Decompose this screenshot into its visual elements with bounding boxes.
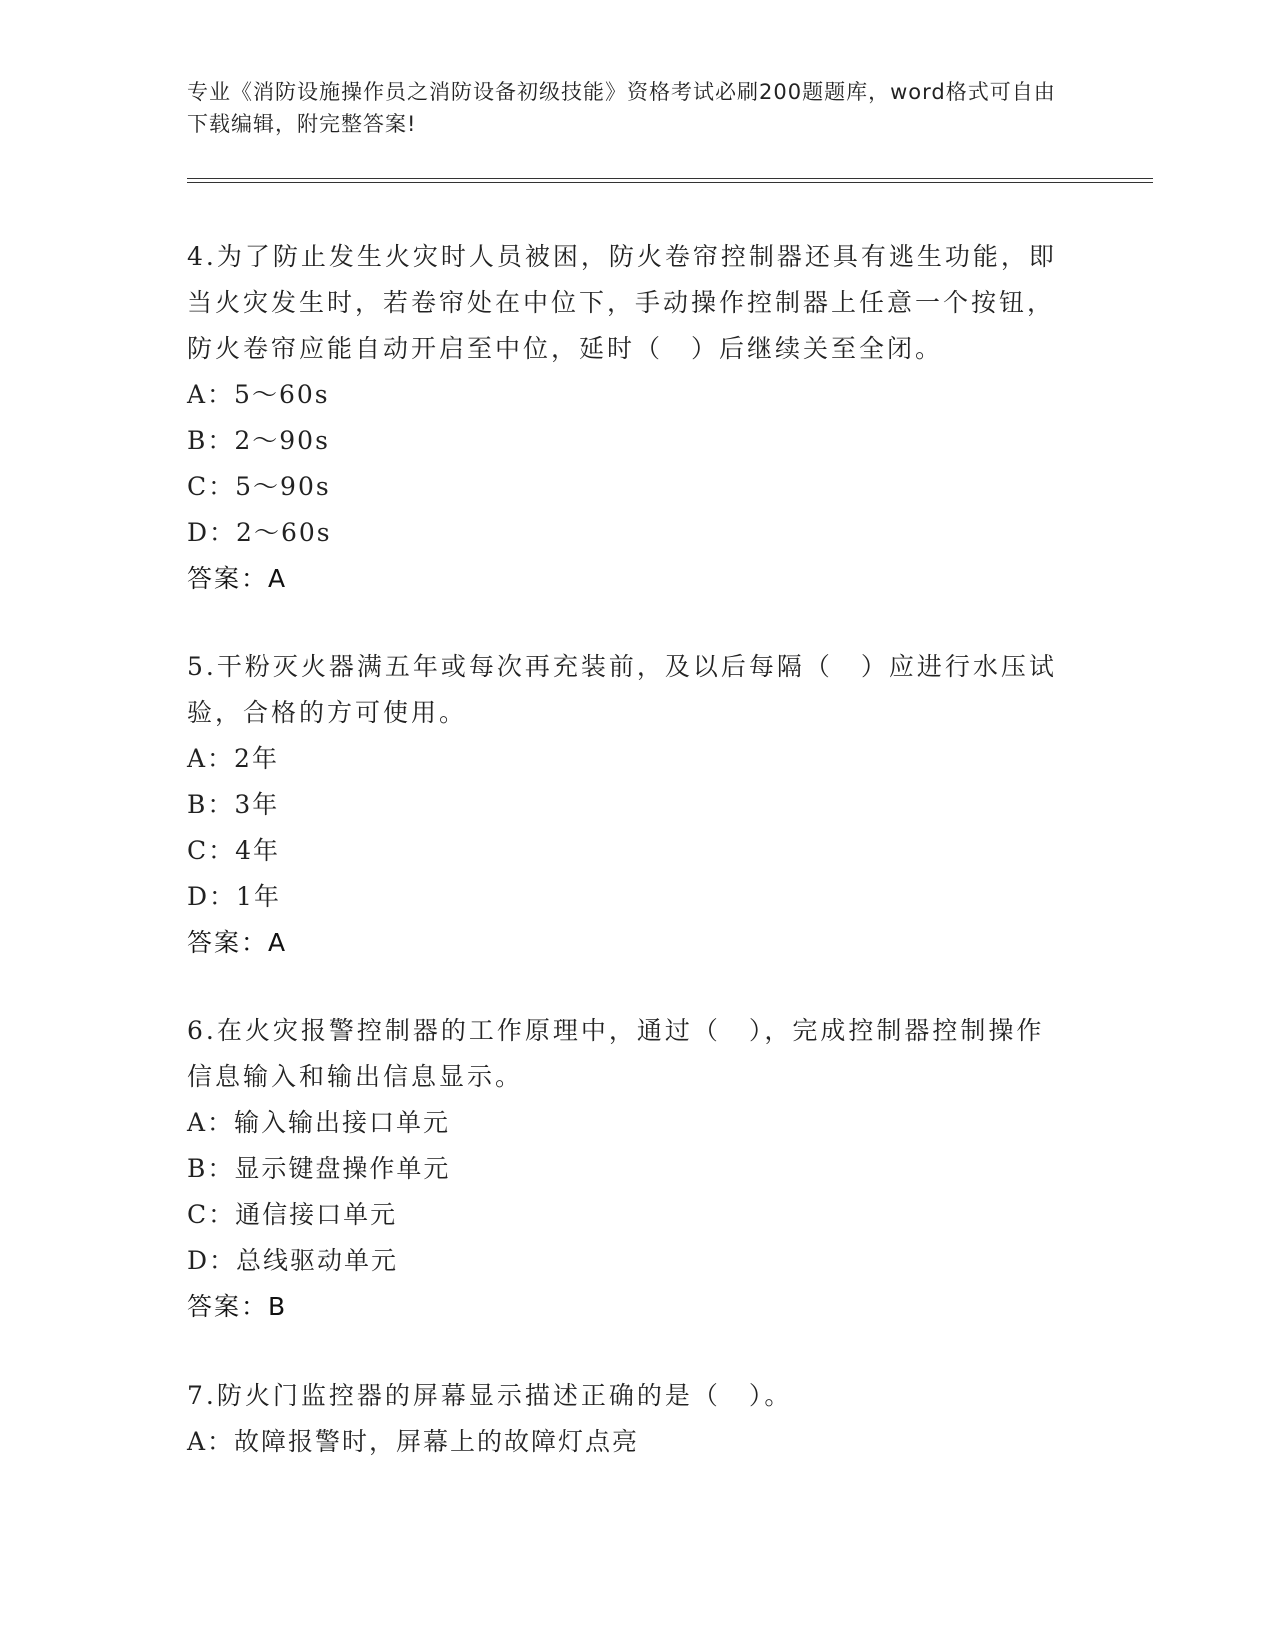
question-5 xyxy=(187,644,1067,966)
option-d: D：总线驱动单元 xyxy=(187,1246,399,1275)
question-6 xyxy=(187,1008,1067,1330)
option-d: D：2～60s xyxy=(187,518,332,547)
option-a: A：故障报警时，屏幕上的故障灯点亮 xyxy=(187,1427,640,1456)
question-4 xyxy=(187,234,1067,602)
header-note: 专业《消防设施操作员之消防设备初级技能》资格考试必刷200题题库，word格式可自由下载编辑，附完整答案! xyxy=(187,80,1056,136)
answer: 答案：A xyxy=(187,928,288,957)
option-b: B：2～90s xyxy=(187,426,330,455)
option-c: C：5～90s xyxy=(187,472,331,501)
question-stem: 4.为了防止发生火灾时人员被困，防火卷帘控制器还具有逃生功能，即当火灾发生时，若卷帘处在中位下，手动操作控制器上任意一个按钮，防火卷帘应能自动开启至中位，延时（ ）后继续关至全闭。 xyxy=(187,242,1057,363)
question-stem: 5.干粉灭火器满五年或每次再充装前，及以后每隔（ ）应进行水压试验，合格的方可使用。 xyxy=(187,652,1057,727)
option-a: A：输入输出接口单元 xyxy=(187,1108,451,1137)
question-stem: 6.在火灾报警控制器的工作原理中，通过（ ），完成控制器控制操作信息输入和输出信息显示。 xyxy=(187,1016,1045,1091)
option-d: D：1年 xyxy=(187,882,281,911)
option-c: C：4年 xyxy=(187,836,281,865)
option-a: A：2年 xyxy=(187,744,279,773)
option-c: C：通信接口单元 xyxy=(187,1200,398,1229)
header-divider-bottom xyxy=(187,182,1153,183)
question-7 xyxy=(187,1373,1067,1465)
answer: 答案：B xyxy=(187,1292,288,1321)
option-b: B：3年 xyxy=(187,790,280,819)
answer: 答案：A xyxy=(187,564,288,593)
option-b: B：显示键盘操作单元 xyxy=(187,1154,451,1183)
question-stem: 7.防火门监控器的屏幕显示描述正确的是（ ）。 xyxy=(187,1381,793,1410)
header-divider-top xyxy=(187,178,1153,179)
option-a: A：5～60s xyxy=(187,380,330,409)
